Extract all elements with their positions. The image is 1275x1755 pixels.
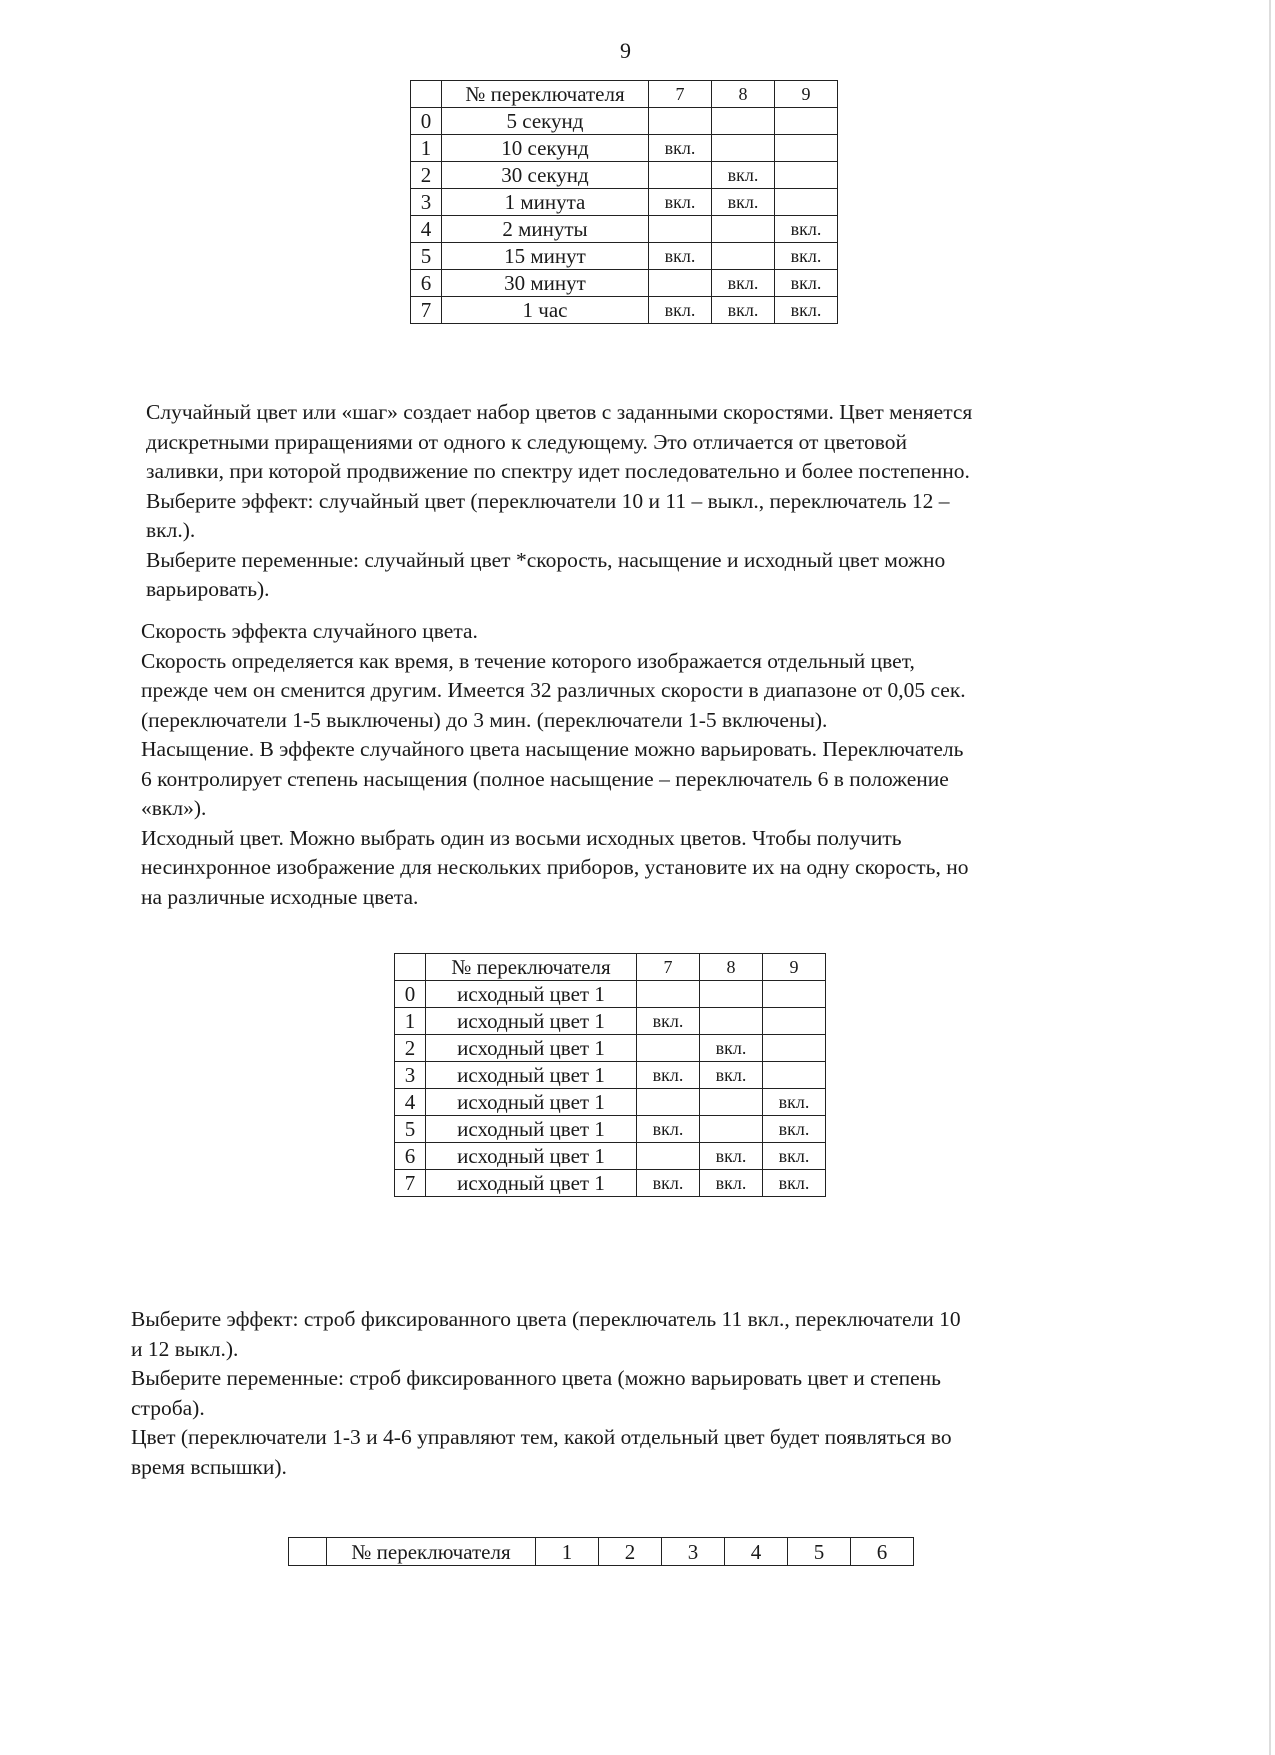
table-cell: вкл.	[763, 1143, 826, 1170]
scan-edge-shadow	[1269, 0, 1271, 1755]
text-line: «вкл»).	[141, 796, 207, 820]
table-cell: 2 минуты	[442, 216, 649, 243]
table-row	[411, 297, 838, 324]
table-row	[395, 1170, 826, 1197]
text-line: Выберите эффект: строб фиксированного цвета (переключатель 11 вкл., переключатели 10	[131, 1307, 961, 1331]
header-cell: № переключателя	[327, 1538, 536, 1566]
text-line: Насыщение. В эффекте случайного цвета насыщение можно варьировать. Переключатель	[141, 737, 964, 761]
text-line: строба).	[131, 1395, 205, 1420]
table-row	[395, 1143, 826, 1170]
table-cell	[649, 216, 712, 243]
table-cell	[700, 1116, 763, 1143]
text-line: Скорость определяется как время, в течение которого изображается отдельный цвет,	[141, 648, 915, 673]
header-cell: 5	[788, 1538, 851, 1566]
table-row	[395, 1116, 826, 1143]
table-row	[395, 1035, 826, 1062]
table-cell: вкл.	[763, 1170, 826, 1197]
page-number: 9	[620, 38, 631, 63]
header-cell: 6	[851, 1538, 914, 1566]
text-line: Случайный цвет или «шаг» создает набор цветов с заданными скоростями. Цвет меняется	[146, 400, 973, 424]
table-cell: исходный цвет 1	[426, 1008, 637, 1035]
table-cell: вкл.	[700, 1170, 763, 1197]
text-line: несинхронное изображение для нескольких приборов, установите их на одну скорость, но	[141, 855, 969, 879]
header-cell	[289, 1538, 327, 1566]
table-cell: вкл.	[763, 1116, 826, 1143]
table-row	[411, 216, 838, 243]
header-cell: 7	[637, 954, 700, 981]
table-row	[395, 1062, 826, 1089]
table-cell	[763, 1062, 826, 1089]
table-row	[411, 135, 838, 162]
table-cell	[700, 1008, 763, 1035]
table-cell	[775, 135, 838, 162]
header-cell: 9	[763, 954, 826, 981]
table-cell	[649, 270, 712, 297]
source-color-switch-table	[394, 953, 826, 1197]
table-cell: 2	[411, 162, 442, 189]
header-cell: № переключателя	[426, 954, 637, 981]
table-cell: 1 минута	[442, 189, 649, 216]
header-cell: 8	[700, 954, 763, 981]
color-switch-header-table-body	[289, 1538, 914, 1566]
table-cell	[712, 243, 775, 270]
text-line: Исходный цвет. Можно выбрать один из восьми исходных цветов. Чтобы получить	[141, 825, 902, 850]
table-cell: исходный цвет 1	[426, 1116, 637, 1143]
table-cell: вкл.	[712, 270, 775, 297]
text-line: на различные исходные цвета.	[141, 884, 419, 909]
table-cell	[637, 981, 700, 1008]
table-header-row	[289, 1538, 914, 1566]
table-cell	[637, 1143, 700, 1170]
table-cell	[763, 1035, 826, 1062]
table-row	[411, 270, 838, 297]
table-cell: вкл.	[775, 270, 838, 297]
text-line: и 12 выкл.).	[131, 1336, 239, 1361]
table-row	[411, 162, 838, 189]
table-cell: 30 минут	[442, 270, 649, 297]
table-header-row	[411, 81, 838, 108]
text-line: Выберите эффект: случайный цвет (переключатели 10 и 11 – выкл., переключатель 12 –	[146, 488, 950, 513]
table-cell: вкл.	[649, 243, 712, 270]
table-cell	[712, 135, 775, 162]
table-cell: 6	[395, 1143, 426, 1170]
table-cell: 1 час	[442, 297, 649, 324]
table-row	[395, 1008, 826, 1035]
header-cell: 8	[712, 81, 775, 108]
text-line: Цвет (переключатели 1-3 и 4-6 управляют тем, какой отдельный цвет будет появляться во	[131, 1425, 952, 1449]
table-cell: 1	[411, 135, 442, 162]
header-cell: 1	[536, 1538, 599, 1566]
header-cell: 9	[775, 81, 838, 108]
table-cell: 10 секунд	[442, 135, 649, 162]
table-cell: вкл.	[649, 135, 712, 162]
table-cell: вкл.	[763, 1089, 826, 1116]
text-line: 6 контролирует степень насыщения (полное насыщение – переключатель 6 в положение	[141, 766, 949, 791]
table-cell: 5	[395, 1116, 426, 1143]
text-line: (переключатели 1-5 выключены) до 3 мин. (переключатели 1-5 включены).	[141, 707, 828, 732]
table-cell: вкл.	[712, 297, 775, 324]
speed-switch-table-body	[411, 81, 838, 324]
text-line: Скорость эффекта случайного цвета.	[141, 619, 478, 643]
table-cell: вкл.	[775, 297, 838, 324]
table-cell: 30 секунд	[442, 162, 649, 189]
table-cell: исходный цвет 1	[426, 1170, 637, 1197]
table-cell: 3	[411, 189, 442, 216]
table-cell: 5 секунд	[442, 108, 649, 135]
table-cell	[712, 216, 775, 243]
table-row	[411, 243, 838, 270]
table-cell	[775, 108, 838, 135]
header-cell: 3	[662, 1538, 725, 1566]
text-line: Выберите переменные: случайный цвет *скорость, насыщение и исходный цвет можно	[146, 547, 946, 572]
table-row	[411, 189, 838, 216]
table-cell: вкл.	[637, 1116, 700, 1143]
table-cell: 7	[411, 297, 442, 324]
table-cell: 0	[395, 981, 426, 1008]
table-cell: исходный цвет 1	[426, 1062, 637, 1089]
color-switch-header-table	[288, 1537, 914, 1566]
table-cell: вкл.	[637, 1170, 700, 1197]
table-cell: вкл.	[649, 189, 712, 216]
table-cell: вкл.	[700, 1035, 763, 1062]
header-cell: 7	[649, 81, 712, 108]
table-row	[395, 1089, 826, 1116]
random-color-description	[146, 398, 1146, 605]
table-cell	[763, 1008, 826, 1035]
text-line: Выберите переменные: строб фиксированного цвета (можно варьировать цвет и степень	[131, 1366, 941, 1390]
table-cell: 4	[395, 1089, 426, 1116]
table-cell	[775, 162, 838, 189]
table-cell: исходный цвет 1	[426, 981, 637, 1008]
table-cell: 0	[411, 108, 442, 135]
table-cell: вкл.	[775, 243, 838, 270]
header-cell	[395, 954, 426, 981]
speed-switch-table	[410, 80, 838, 324]
table-cell: вкл.	[775, 216, 838, 243]
table-cell	[700, 981, 763, 1008]
text-line: время вспышки).	[131, 1454, 287, 1479]
header-cell: 2	[599, 1538, 662, 1566]
table-cell: 3	[395, 1062, 426, 1089]
table-cell: вкл.	[637, 1008, 700, 1035]
table-cell: вкл.	[637, 1062, 700, 1089]
header-cell: 4	[725, 1538, 788, 1566]
table-cell: вкл.	[649, 297, 712, 324]
table-header-row	[395, 954, 826, 981]
table-cell: вкл.	[700, 1143, 763, 1170]
fixed-color-strobe-description	[131, 1305, 1141, 1482]
table-cell	[637, 1035, 700, 1062]
table-cell: 2	[395, 1035, 426, 1062]
table-cell: 15 минут	[442, 243, 649, 270]
table-cell: 7	[395, 1170, 426, 1197]
text-line: заливки, при которой продвижение по спектру идет последовательно и более постепенно.	[146, 459, 970, 483]
table-cell: исходный цвет 1	[426, 1143, 637, 1170]
table-row	[411, 108, 838, 135]
table-cell: 1	[395, 1008, 426, 1035]
table-cell	[712, 108, 775, 135]
table-cell: 6	[411, 270, 442, 297]
table-cell	[763, 981, 826, 1008]
header-cell: № переключателя	[442, 81, 649, 108]
table-cell	[649, 162, 712, 189]
random-color-speed-description	[141, 617, 1141, 912]
table-cell: исходный цвет 1	[426, 1035, 637, 1062]
table-cell: 4	[411, 216, 442, 243]
table-cell	[700, 1089, 763, 1116]
table-row	[395, 981, 826, 1008]
table-cell: исходный цвет 1	[426, 1089, 637, 1116]
header-cell	[411, 81, 442, 108]
text-line: дискретными приращениями от одного к следующему. Это отличается от цветовой	[146, 429, 908, 454]
table-cell: вкл.	[700, 1062, 763, 1089]
table-cell	[649, 108, 712, 135]
table-cell: 5	[411, 243, 442, 270]
text-line: варьировать).	[146, 577, 270, 601]
table-cell	[775, 189, 838, 216]
table-cell: вкл.	[712, 162, 775, 189]
source-color-switch-table-body	[395, 954, 826, 1197]
text-line: вкл.).	[146, 518, 196, 542]
table-cell: вкл.	[712, 189, 775, 216]
table-cell	[637, 1089, 700, 1116]
text-line: прежде чем он сменится другим. Имеется 32 различных скорости в диапазоне от 0,05 сек.	[141, 678, 966, 702]
